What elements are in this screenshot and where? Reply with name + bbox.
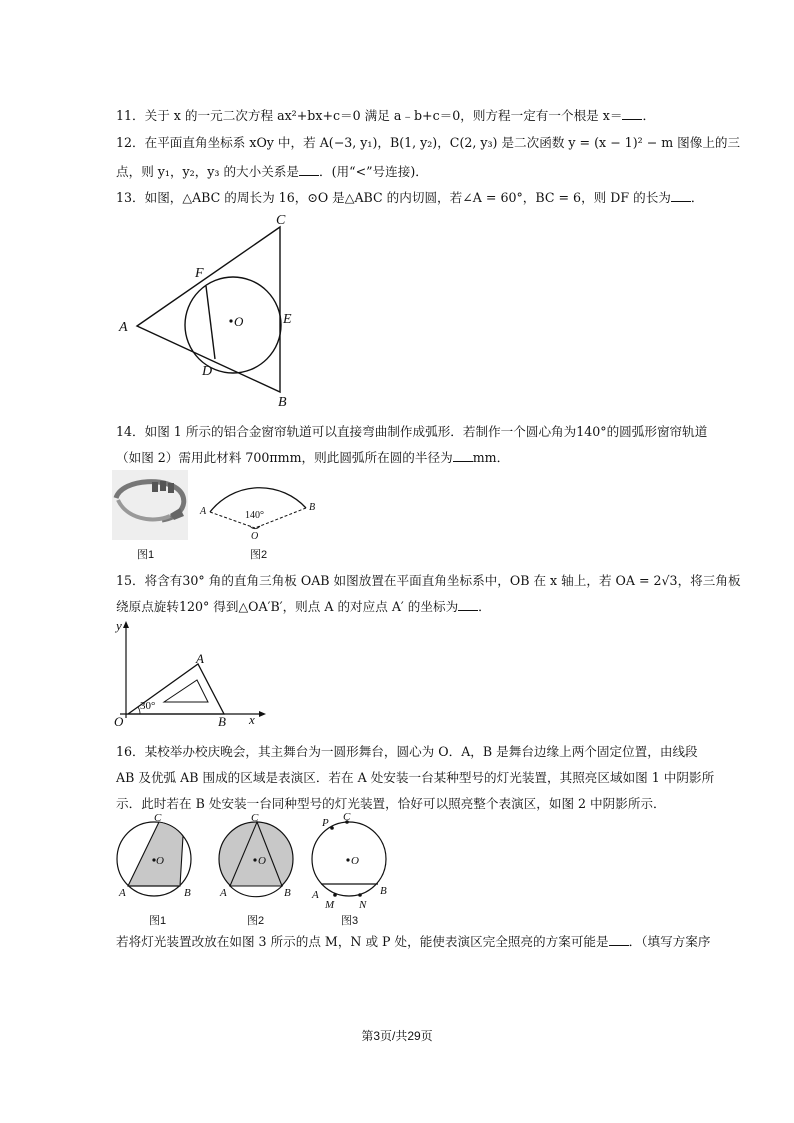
fig16-3-label-O: O [351,855,359,867]
label-O: O [234,314,244,329]
figure-13-incircle-triangle [118,210,308,410]
label-C: C [276,213,286,228]
answer-blank [458,598,478,611]
question-15-line1: 15．将含有30° 角的直角三角板 OAB 如图放置在平面直角坐标系中，OB 在 x 轴上，若 OA = 2√3，将三角板 [116,573,741,588]
question-16-line1: 16．某校举办校庆晚会，其主舞台为一圆形舞台，圆心为 O．A，B 是舞台边缘上两个固定位置，由线段 [116,744,698,759]
q14-line2a: （如图 2）需用此材料 700πmm，则此圆弧所在圆的半径为 [116,450,453,465]
q16-line4b: ．（填写方案序 [628,934,711,949]
question-13 [116,189,703,206]
fig16-3-label-B: B [380,885,387,897]
fig16-1-label-O: O [156,855,164,867]
q11-end: ． [642,108,656,123]
q16-line4a: 若将灯光装置改放在如图 3 所示的点 M，N 或 P 处，能使表演区完全照亮的方案可能是 [116,934,609,949]
q15-line2b: ． [478,599,491,614]
label-A: A [200,506,207,517]
fig14-caption-1: 图1 [137,549,155,561]
question-16-line3: 示．此时若在 B 处安装一台同种型号的灯光装置，恰好可以照亮整个表演区，如图 2 中阴影所示． [116,796,666,811]
answer-blank [299,163,319,176]
page-footer: 第3页/共29页 [361,1029,433,1043]
q13-text: 13．如图，△ABC 的周长为 16，⊙O 是△ABC 的内切圆，若∠A = 60°，BC = 6，则 DF 的长为 [116,190,671,205]
fig16-3-label-A: A [312,889,319,901]
q12-line2b: ．(用“<”号连接)． [319,164,428,179]
answer-blank [453,449,473,462]
fig16-3-label-C: C [343,812,351,823]
fig16-2-label-O: O [258,855,266,867]
label-D: D [202,364,213,379]
fig16-2-label-B: B [284,887,291,899]
fig16-caption-3: 图3 [341,915,359,927]
label-O: O [114,714,124,728]
question-14-line2 [116,449,509,466]
label-A: A [119,320,128,335]
fig16-1-label-B: B [184,887,191,899]
label-O: O [251,531,259,542]
fig16-3-label-N: N [359,899,367,911]
fig14-caption-2: 图2 [250,549,268,561]
question-12-line2 [116,163,428,180]
figure-15-triangle-on-axes [112,618,272,728]
curtain-track-photo [112,470,188,540]
label-B: B [309,502,316,513]
figure-14-arc [196,470,326,542]
answer-blank [609,933,629,946]
answer-blank [622,107,642,120]
figure-16-circles [114,812,394,922]
label-A: A [196,651,204,666]
label-E: E [283,312,292,327]
question-15-line2 [116,598,491,615]
question-16-line4 [116,933,710,950]
fig16-caption-1: 图1 [149,915,167,927]
fig16-2-label-C: C [251,812,259,824]
question-14-line1: 14．如图 1 所示的铝合金窗帘轨道可以直接弯曲制作成弧形．若制作一个圆心角为140°的圆弧形窗帘轨道 [116,424,708,439]
label-F: F [195,266,204,281]
question-12-line1: 12．在平面直角坐标系 xOy 中，若 A(−3, y₁)，B(1, y₂)，C(2, y₃) 是二次函数 y = (x − 1)² − m 图像上的三 [116,135,741,150]
fig16-1-label-A: A [119,887,126,899]
answer-blank [671,189,691,202]
question-11 [116,107,655,124]
label-B: B [218,714,226,728]
q11-text: 11．关于 x 的一元二次方程 ax²+bx+c＝0 满足 a﹣b+c＝0，则方程一定有一个根是 x＝ [116,108,623,123]
angle-label: 30° [140,700,156,712]
fig16-2-label-A: A [220,887,227,899]
fig16-1-label-C: C [154,812,162,824]
q13-end: ． [690,190,704,205]
axis-y-label: y [116,618,122,633]
q12-line2a: 点，则 y₁，y₂，y₃ 的大小关系是 [116,164,300,179]
q15-line2a: 绕原点旋转120° 得到△OA′B′，则点 A 的对应点 A′ 的坐标为 [116,599,459,614]
arc-angle-label: 140° [245,510,264,521]
fig16-3-label-M: M [325,899,335,911]
q14-line2b: mm． [472,450,510,465]
question-16-line2: AB 及优弧 AB 围成的区域是表演区．若在 A 处安装一台某种型号的灯光装置，其照亮区域如图 1 中阴影所 [116,770,715,785]
fig16-caption-2: 图2 [247,915,265,927]
fig16-3-label-P: P [322,817,329,829]
label-B: B [278,395,287,410]
axis-x-label: x [249,712,255,727]
